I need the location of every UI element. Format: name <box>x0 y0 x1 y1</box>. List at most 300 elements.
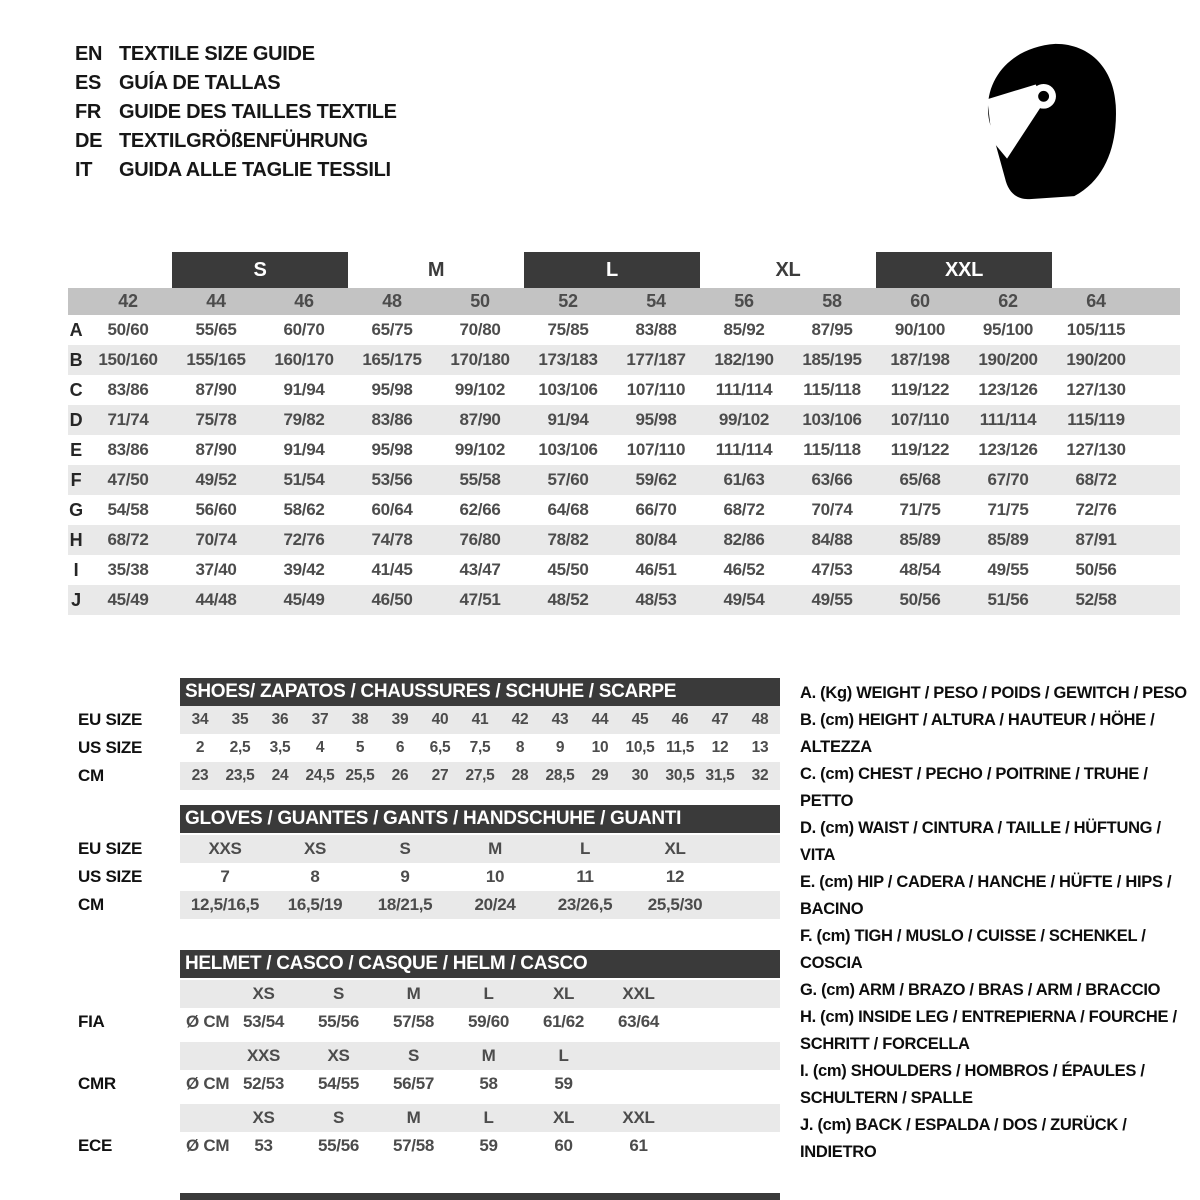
measurement-cell: 87/90 <box>459 410 501 429</box>
measurement-cell: 103/106 <box>802 410 862 429</box>
textile-size-group-row <box>84 252 1140 288</box>
shoes-size-cell: 39 <box>391 711 409 728</box>
measurement-cell: 187/198 <box>890 350 950 369</box>
measurement-cell: 115/119 <box>1067 410 1125 429</box>
shoes-size-cell: 2 <box>195 739 205 756</box>
measurement-legend <box>800 680 1194 1166</box>
helmet-size-cell: M <box>406 1108 421 1127</box>
shoes-size-cell: 32 <box>751 767 769 784</box>
measurement-cell: 107/110 <box>890 410 950 429</box>
measurement-cell: 45/49 <box>283 590 325 609</box>
shoes-size-cell: 10,5 <box>625 739 655 756</box>
language-row <box>75 127 397 156</box>
helmet-standard-label: ECE <box>78 1136 113 1155</box>
shoes-size-cell: 29 <box>591 767 609 784</box>
gloves-size-cell: XS <box>303 839 327 858</box>
helmet-size-cell: 61/62 <box>542 1012 585 1031</box>
shoes-row-values <box>180 706 780 734</box>
measurement-row <box>68 555 1180 585</box>
measurement-cell: 111/114 <box>979 410 1037 429</box>
shoes-size-cell: 35 <box>231 711 249 728</box>
measurement-cell: 56/60 <box>195 500 237 519</box>
gloves-row-values <box>180 863 780 891</box>
shoes-table-rows <box>68 706 780 790</box>
shoes-size-cell: 45 <box>631 711 649 728</box>
measurement-cell: 150/160 <box>98 350 158 369</box>
helmet-standard-label <box>68 1042 180 1070</box>
language-code: EN <box>75 43 103 65</box>
language-code: ES <box>75 72 102 94</box>
shoes-size-cell: 48 <box>751 711 769 728</box>
measurement-cell: 45/50 <box>547 560 589 579</box>
measurement-cell: 91/94 <box>547 410 589 429</box>
shoes-size-cell: 4 <box>315 739 325 756</box>
gloves-size-cell: XXS <box>208 839 242 858</box>
measurement-cell: 87/90 <box>195 380 237 399</box>
size-number: 56 <box>734 291 754 311</box>
legend-item: B. (cm) HEIGHT / ALTURA / HAUTEUR / HÖHE / ALTEZZA <box>800 711 1155 756</box>
shoes-size-cell: 2,5 <box>229 739 251 756</box>
measurement-cell: 41/45 <box>371 560 413 579</box>
shoes-size-cell: 30 <box>631 767 649 784</box>
measurement-cell: 60/70 <box>283 320 325 339</box>
gloves-size-cell: M <box>488 839 502 858</box>
measurement-row <box>68 495 1180 525</box>
measurement-cell: 72/76 <box>1075 500 1117 519</box>
measurement-cell: 190/200 <box>978 350 1038 369</box>
helmet-row-values <box>180 1070 780 1098</box>
helmet-size-cell: 56/57 <box>392 1074 435 1093</box>
shoes-row-values <box>180 734 780 762</box>
size-number: 58 <box>822 291 842 311</box>
helmet-size-cell: 57/58 <box>392 1136 435 1155</box>
measurement-cell: 107/110 <box>626 440 686 459</box>
legend-item: H. (cm) INSIDE LEG / ENTREPIERNA / FOURCHE / SCHRITT / FORCELLA <box>800 1008 1177 1053</box>
gloves-size-cell: 10 <box>485 867 505 886</box>
diameter-unit-label: Ø CM <box>186 1136 230 1155</box>
measurement-row <box>68 435 1180 465</box>
shoes-size-cell: 34 <box>191 711 209 728</box>
size-group-m: M <box>427 258 445 281</box>
measurement-row <box>68 345 1180 375</box>
measurement-cell: 119/122 <box>890 440 950 459</box>
measurement-cell: 65/68 <box>899 470 941 489</box>
helmet-size-cell: L <box>558 1046 569 1065</box>
measurement-cell: 111/114 <box>715 440 773 459</box>
measurement-cell: 50/56 <box>1075 560 1117 579</box>
gloves-size-cell: 12,5/16,5 <box>190 895 260 914</box>
helmet-table-header: HELMET / CASCO / CASQUE / HELM / CASCO <box>180 950 780 978</box>
measurement-cell: 49/54 <box>723 590 765 609</box>
measurement-cell: 84/88 <box>811 530 853 549</box>
measurement-cell: 54/58 <box>107 500 149 519</box>
measurement-cell: 85/89 <box>987 530 1029 549</box>
helmet-size-cell: M <box>481 1046 496 1065</box>
shoes-size-cell: 27 <box>431 767 449 784</box>
measurement-cell: 57/60 <box>547 470 589 489</box>
gloves-size-cell: XL <box>664 839 686 858</box>
helmet-row <box>68 1104 780 1132</box>
gloves-size-cell: L <box>579 839 591 858</box>
diameter-unit-label: Ø CM <box>186 1012 230 1031</box>
language-code: FR <box>75 101 102 123</box>
shoes-row <box>68 734 780 762</box>
measurement-cell: 47/51 <box>459 590 501 609</box>
legend-item: E. (cm) HIP / CADERA / HANCHE / HÜFTE / HIPS / BACINO <box>800 873 1172 918</box>
helmet-size-cell: 63/64 <box>617 1012 660 1031</box>
helmet-table-rows <box>68 980 780 1160</box>
legend-item: J. (cm) BACK / ESPALDA / DOS / ZURÜCK / INDIETRO <box>800 1116 1127 1161</box>
shoes-size-cell: 3,5 <box>269 739 291 756</box>
measurement-cell: 115/118 <box>803 380 861 399</box>
measurement-cell: 127/130 <box>1066 380 1126 399</box>
measurement-cell: 83/86 <box>371 410 413 429</box>
shoes-row-values <box>180 762 780 790</box>
measurement-cell: 70/74 <box>195 530 237 549</box>
shoes-size-cell: 28,5 <box>545 767 575 784</box>
size-group-l: L <box>524 252 700 288</box>
language-title-list <box>75 40 397 185</box>
measurement-cell: 90/100 <box>894 320 946 339</box>
legend-item: A. (Kg) WEIGHT / PESO / POIDS / GEWITCH / PESO <box>800 684 1187 702</box>
shoes-size-cell: 44 <box>591 711 609 728</box>
language-title: TEXTILGRÖßENFÜHRUNG <box>119 130 368 152</box>
shoes-size-cell: 28 <box>511 767 529 784</box>
helmet-size-cell: M <box>406 984 421 1003</box>
measurement-cell: 99/102 <box>454 440 506 459</box>
measurement-cell: 71/74 <box>107 410 149 429</box>
helmet-size-table <box>68 950 780 1160</box>
legend-item: D. (cm) WAIST / CINTURA / TAILLE / HÜFTUNG / VITA <box>800 819 1161 864</box>
language-code: IT <box>75 159 93 181</box>
language-title: TEXTILE SIZE GUIDE <box>119 43 315 65</box>
measurement-cell: 75/78 <box>195 410 237 429</box>
helmet-row <box>68 1070 780 1098</box>
measurement-cell: 60/64 <box>371 500 413 519</box>
measurement-row <box>68 375 1180 405</box>
helmet-row-values <box>180 1132 780 1160</box>
measurement-cell: 53/56 <box>371 470 413 489</box>
measurement-cell: 68/72 <box>723 500 765 519</box>
measurement-cell: 39/42 <box>283 560 325 579</box>
helmet-size-cell: 53 <box>254 1136 273 1155</box>
shoes-size-cell: 37 <box>311 711 329 728</box>
shoes-size-cell: 23,5 <box>225 767 255 784</box>
shoes-size-cell: 43 <box>551 711 569 728</box>
measurement-cell: 95/100 <box>982 320 1034 339</box>
gloves-size-cell: 25,5/30 <box>647 895 703 914</box>
shoes-size-cell: 8 <box>515 739 525 756</box>
shoes-size-cell: 25,5 <box>345 767 375 784</box>
textile-measurement-table <box>68 315 1180 615</box>
cutoff-section-bar <box>180 1193 780 1200</box>
measurement-cell: 99/102 <box>718 410 770 429</box>
measurement-cell: 87/90 <box>195 440 237 459</box>
measurement-cell: 119/122 <box>890 380 950 399</box>
helmet-size-cell: 59 <box>554 1074 573 1093</box>
measurement-cell: 65/75 <box>371 320 413 339</box>
helmet-row <box>68 1008 780 1036</box>
helmet-standard-label: FIA <box>78 1012 105 1031</box>
helmet-size-cell: L <box>483 984 494 1003</box>
measurement-cell: 105/115 <box>1066 320 1126 339</box>
helmet-size-cell: 55/56 <box>317 1136 360 1155</box>
measurement-cell: 61/63 <box>723 470 765 489</box>
language-row <box>75 156 397 185</box>
measurement-cell: 95/98 <box>371 380 413 399</box>
measurement-cell: 87/91 <box>1075 530 1117 549</box>
shoes-size-cell: 27,5 <box>465 767 495 784</box>
size-number: 50 <box>470 291 490 311</box>
shoes-row-label: US SIZE <box>78 738 143 757</box>
measurement-cell: 185/195 <box>802 350 862 369</box>
size-group-s: S <box>172 252 348 288</box>
measurement-cell: 48/54 <box>899 560 941 579</box>
measurement-cell: 46/52 <box>723 560 765 579</box>
helmet-row-values <box>180 980 780 1008</box>
measurement-cell: 83/86 <box>107 380 149 399</box>
shoes-size-cell: 24 <box>271 767 289 784</box>
size-number: 54 <box>646 291 666 311</box>
gloves-size-table <box>68 805 780 919</box>
helmet-size-cell: S <box>332 1108 345 1127</box>
shoes-size-cell: 11,5 <box>665 739 695 756</box>
measurement-cell: 83/88 <box>635 320 677 339</box>
helmet-size-cell: 60 <box>554 1136 573 1155</box>
measurement-cell: 160/170 <box>274 350 334 369</box>
measurement-cell: 115/118 <box>803 440 861 459</box>
measurement-letter: E <box>70 439 82 460</box>
gloves-size-cell: 18/21,5 <box>377 895 433 914</box>
shoes-row <box>68 762 780 790</box>
helmet-size-cell: 55/56 <box>317 1012 360 1031</box>
size-number: 42 <box>118 291 138 311</box>
textile-size-number-band <box>68 288 1180 315</box>
gloves-table-rows <box>68 835 780 919</box>
measurement-letter: G <box>69 499 83 520</box>
legend-item: F. (cm) TIGH / MUSLO / CUISSE / SCHENKEL / COSCIA <box>800 927 1146 972</box>
measurement-cell: 85/92 <box>723 320 765 339</box>
shoes-size-cell: 46 <box>671 711 689 728</box>
measurement-letter: I <box>73 559 79 580</box>
measurement-letter: C <box>69 379 83 400</box>
language-row <box>75 69 397 98</box>
diameter-unit-label: Ø CM <box>186 1074 230 1093</box>
measurement-cell: 170/180 <box>450 350 510 369</box>
measurement-cell: 91/94 <box>283 380 325 399</box>
shoes-size-cell: 6,5 <box>429 739 451 756</box>
measurement-cell: 37/40 <box>195 560 237 579</box>
language-title: GUIDA ALLE TAGLIE TESSILI <box>119 159 391 181</box>
gloves-size-cell: 16,5/19 <box>287 895 343 914</box>
shoes-size-cell: 24,5 <box>305 767 335 784</box>
shoes-size-cell: 41 <box>471 711 489 728</box>
helmet-size-cell: 61 <box>629 1136 648 1155</box>
measurement-letter: A <box>69 319 83 340</box>
measurement-cell: 62/66 <box>459 500 501 519</box>
size-number: 46 <box>294 291 314 311</box>
measurement-letter: F <box>70 469 82 490</box>
shoes-row <box>68 706 780 734</box>
measurement-row <box>68 405 1180 435</box>
measurement-cell: 107/110 <box>626 380 686 399</box>
gloves-row-values <box>180 835 780 863</box>
measurement-cell: 72/76 <box>283 530 325 549</box>
measurement-cell: 99/102 <box>454 380 506 399</box>
measurement-cell: 71/75 <box>987 500 1029 519</box>
gloves-size-cell: 12 <box>665 867 685 886</box>
measurement-row <box>68 465 1180 495</box>
shoes-size-cell: 40 <box>431 711 449 728</box>
measurement-cell: 91/94 <box>283 440 325 459</box>
language-title: GUÍA DE TALLAS <box>119 72 281 94</box>
size-number: 44 <box>206 291 226 311</box>
helmet-size-cell: XXL <box>622 1108 655 1127</box>
measurement-cell: 127/130 <box>1066 440 1126 459</box>
shoes-size-cell: 12 <box>711 739 729 756</box>
measurement-cell: 46/51 <box>635 560 677 579</box>
measurement-cell: 35/38 <box>107 560 149 579</box>
measurement-cell: 68/72 <box>1075 470 1117 489</box>
racing-helmet-icon <box>975 38 1130 206</box>
measurement-cell: 66/70 <box>635 500 677 519</box>
measurement-cell: 68/72 <box>107 530 149 549</box>
measurement-cell: 47/53 <box>811 560 853 579</box>
measurement-cell: 83/86 <box>107 440 149 459</box>
measurement-cell: 44/48 <box>195 590 237 609</box>
measurement-cell: 48/53 <box>635 590 677 609</box>
measurement-cell: 55/65 <box>195 320 237 339</box>
helmet-size-cell: 59/60 <box>467 1012 510 1031</box>
measurement-cell: 75/85 <box>547 320 589 339</box>
measurement-row <box>68 525 1180 555</box>
shoes-table-header: SHOES/ ZAPATOS / CHAUSSURES / SCHUHE / SCARPE <box>180 678 780 706</box>
legend-item: I. (cm) SHOULDERS / HOMBROS / ÉPAULES / SCHULTERN / SPALLE <box>800 1062 1145 1107</box>
measurement-cell: 49/55 <box>987 560 1029 579</box>
measurement-cell: 177/187 <box>626 350 686 369</box>
size-group-xl: XL <box>775 258 801 281</box>
textile-size-numbers <box>68 288 1180 315</box>
gloves-table-header: GLOVES / GUANTES / GANTS / HANDSCHUHE / GUANTI <box>180 805 780 833</box>
measurement-cell: 50/60 <box>107 320 149 339</box>
language-row <box>75 40 397 69</box>
gloves-size-cell: 11 <box>576 867 594 886</box>
gloves-size-cell: 7 <box>220 867 230 886</box>
measurement-cell: 95/98 <box>371 440 413 459</box>
helmet-row <box>68 1132 780 1160</box>
helmet-row <box>68 980 780 1008</box>
language-row <box>75 98 397 127</box>
shoes-size-cell: 26 <box>391 767 409 784</box>
measurement-cell: 63/66 <box>811 470 853 489</box>
legend-item: G. (cm) ARM / BRAZO / BRAS / ARM / BRACCIO <box>800 981 1161 999</box>
measurement-letter: J <box>71 589 81 610</box>
measurement-cell: 80/84 <box>635 530 677 549</box>
helmet-size-cell: S <box>332 984 345 1003</box>
shoes-size-cell: 5 <box>355 739 365 756</box>
shoes-size-cell: 10 <box>591 739 609 756</box>
language-title: GUIDE DES TAILLES TEXTILE <box>119 101 397 123</box>
measurement-cell: 51/54 <box>283 470 325 489</box>
helmet-size-cell: S <box>407 1046 420 1065</box>
measurement-cell: 67/70 <box>987 470 1029 489</box>
measurement-row <box>68 315 1180 345</box>
measurement-letter: B <box>69 349 83 370</box>
measurement-letter: H <box>69 529 83 550</box>
helmet-size-cell: 54/55 <box>317 1074 360 1093</box>
measurement-cell: 70/74 <box>811 500 853 519</box>
measurement-cell: 123/126 <box>978 440 1038 459</box>
measurement-cell: 52/58 <box>1075 590 1117 609</box>
measurement-cell: 55/58 <box>459 470 501 489</box>
measurement-cell: 85/89 <box>899 530 941 549</box>
helmet-size-cell: XXS <box>246 1046 281 1065</box>
gloves-row-label: CM <box>78 895 104 914</box>
size-number: 60 <box>910 291 930 311</box>
shoes-size-cell: 31,5 <box>705 767 735 784</box>
gloves-size-cell: S <box>399 839 411 858</box>
measurement-cell: 78/82 <box>547 530 589 549</box>
size-number: 48 <box>382 291 402 311</box>
measurement-cell: 51/56 <box>987 590 1029 609</box>
helmet-size-cell: XS <box>252 1108 275 1127</box>
helmet-size-cell: XS <box>252 984 275 1003</box>
helmet-size-cell: XXL <box>622 984 655 1003</box>
helmet-size-cell: XS <box>327 1046 350 1065</box>
size-group-xxl: XXL <box>876 252 1052 288</box>
measurement-cell: 111/114 <box>715 380 773 399</box>
shoes-row-label: CM <box>78 766 104 785</box>
helmet-size-cell: 58 <box>479 1074 498 1093</box>
measurement-cell: 46/50 <box>371 590 413 609</box>
helmet-row <box>68 1042 780 1070</box>
measurement-cell: 59/62 <box>635 470 677 489</box>
gloves-row <box>68 891 780 919</box>
helmet-size-cell: 57/58 <box>392 1012 435 1031</box>
measurement-cell: 49/52 <box>195 470 237 489</box>
shoes-size-table <box>68 678 780 790</box>
size-number: 52 <box>558 291 578 311</box>
gloves-size-cell: 23/26,5 <box>557 895 613 914</box>
shoes-size-cell: 36 <box>271 711 289 728</box>
measurement-cell: 43/47 <box>459 560 501 579</box>
shoes-size-cell: 47 <box>711 711 729 728</box>
measurement-cell: 165/175 <box>362 350 422 369</box>
shoes-size-cell: 6 <box>395 739 405 756</box>
helmet-size-cell: XL <box>552 1108 575 1127</box>
measurement-cell: 76/80 <box>459 530 501 549</box>
size-number: 64 <box>1086 291 1106 311</box>
gloves-size-cell: 9 <box>400 867 410 886</box>
size-number: 62 <box>998 291 1018 311</box>
gloves-row <box>68 835 780 863</box>
shoes-size-cell: 42 <box>511 711 529 728</box>
legend-item: C. (cm) CHEST / PECHO / POITRINE / TRUHE / PETTO <box>800 765 1148 810</box>
measurement-cell: 50/56 <box>899 590 941 609</box>
helmet-size-cell: 52/53 <box>242 1074 285 1093</box>
helmet-size-cell: 59 <box>479 1136 498 1155</box>
measurement-cell: 70/80 <box>459 320 501 339</box>
measurement-cell: 95/98 <box>635 410 677 429</box>
helmet-row-values <box>180 1104 780 1132</box>
measurement-cell: 45/49 <box>107 590 149 609</box>
helmet-standard-label <box>68 1104 180 1132</box>
gloves-size-cell: 8 <box>310 867 320 886</box>
helmet-size-cell: XL <box>552 984 575 1003</box>
measurement-cell: 87/95 <box>811 320 853 339</box>
helmet-standard-label: CMR <box>78 1074 116 1093</box>
gloves-row-label: EU SIZE <box>78 839 143 858</box>
